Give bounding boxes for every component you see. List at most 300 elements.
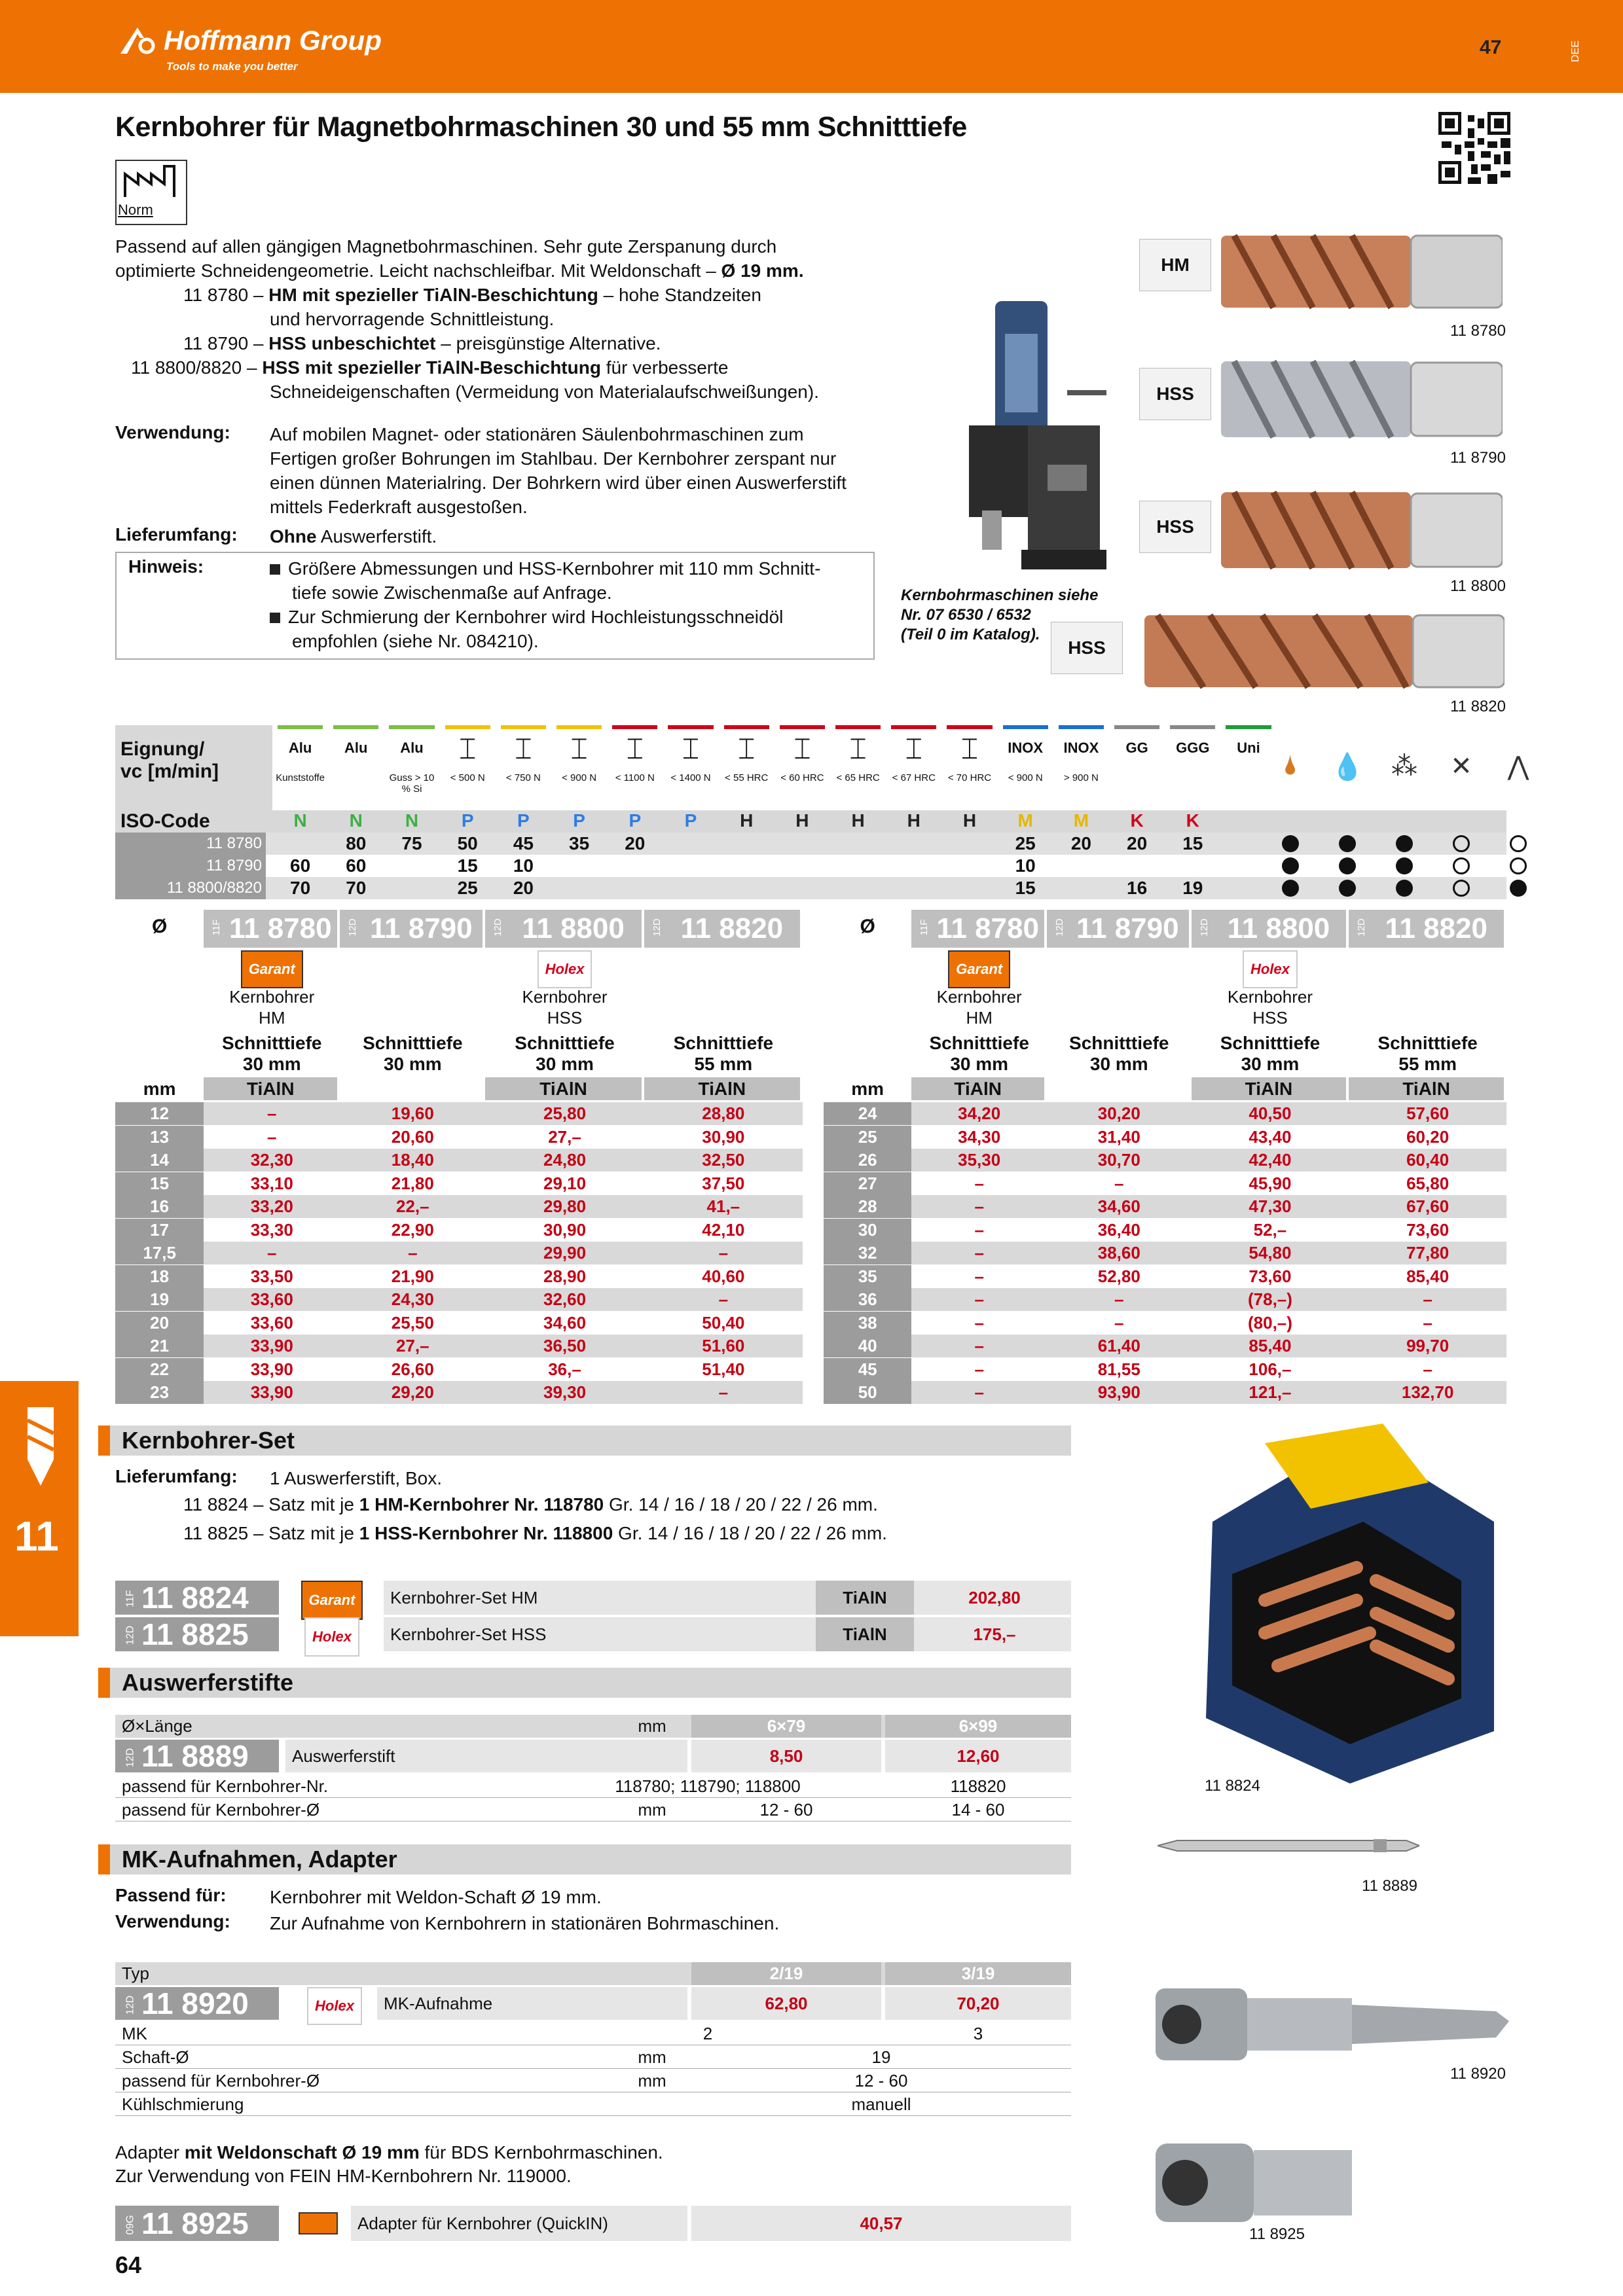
price-value: – — [1114, 1289, 1124, 1309]
intro-line: Passend auf allen gängigen Magnetbohrmaschinen. Sehr gute Zerspanung durch — [115, 236, 777, 257]
cutting-depth: Schnitttiefe — [1377, 1033, 1478, 1053]
description-hss: Kernbohrer — [1227, 987, 1313, 1007]
price-value: 73,60 — [1249, 1266, 1292, 1286]
dry-cut-icon: ✕ — [1450, 752, 1472, 781]
price-value: 33,60 — [250, 1312, 293, 1333]
lieferumfang-rest: Auswerferstift. — [316, 526, 437, 547]
suitable-dot-icon — [1282, 835, 1299, 852]
hinweis-line: tiefe sowie Zwischenmaße auf Anfrage. — [292, 583, 612, 603]
price-value: 24,30 — [391, 1289, 434, 1309]
garant-logo: Garant — [241, 950, 303, 988]
suit-col-sub: < 65 HRC — [836, 772, 880, 783]
iso-code: H — [795, 810, 809, 831]
price-row[interactable] — [824, 1358, 1506, 1381]
suitable-dot-icon — [1339, 835, 1356, 852]
price-value: 99,70 — [1406, 1336, 1450, 1355]
iso-code: H — [740, 810, 754, 831]
suit-col-bar — [724, 725, 769, 729]
unit-mm: mm — [143, 1079, 176, 1099]
diameter-value: 30 — [824, 1219, 911, 1242]
price-row[interactable] — [115, 1195, 803, 1218]
ausw-price-1: 8,50 — [691, 1740, 881, 1772]
diameter-symbol: Ø — [151, 916, 168, 937]
brand-cell — [283, 1617, 381, 1651]
coating: TiAlN — [1192, 1077, 1347, 1100]
adapter-bold: mit Weldonschaft Ø 19 mm — [184, 2142, 420, 2162]
price-value: 60,20 — [1406, 1126, 1450, 1147]
diameter-value: 17,5 — [115, 1242, 204, 1265]
mk-unit: mm — [638, 2071, 666, 2090]
suit-col-sub: < 60 HRC — [780, 772, 824, 783]
holex-logo: Holex — [1243, 950, 1298, 988]
ausw-order-row[interactable] — [115, 1740, 1071, 1772]
mk-typ-label: Typ — [122, 1964, 149, 1983]
suit-col-sub: < 900 N — [1008, 772, 1043, 783]
price-value: 41,– — [706, 1196, 740, 1216]
suitable-dot-icon — [1396, 880, 1413, 897]
diameter-value: 28 — [824, 1195, 911, 1218]
suitability-table — [115, 725, 1529, 898]
adapter-text: für BDS Kernbohrmaschinen. — [419, 2142, 663, 2162]
price-row[interactable] — [115, 1172, 803, 1195]
suit-value: 10 — [513, 855, 534, 876]
ejector-pin-image — [1158, 1833, 1419, 1859]
price-value: 40,50 — [1249, 1103, 1292, 1123]
price-value: 31,40 — [1097, 1126, 1140, 1147]
price-value: 33,90 — [250, 1359, 293, 1379]
price-value: – — [267, 1126, 277, 1147]
price-row[interactable] — [115, 1242, 803, 1265]
holex-logo-cell — [1192, 950, 1349, 983]
tool-label-hss: HSS — [1051, 622, 1123, 674]
coating: TiAlN — [204, 1077, 337, 1100]
brand-name: Hoffmann Group — [164, 25, 382, 56]
variant-code: 11 8780 – — [183, 285, 269, 305]
core-drill-hss-image — [1221, 353, 1503, 445]
diameter-symbol: Ø — [860, 916, 875, 937]
intro-text-part: optimierte Schneidengeometrie. Leicht nachschleifbar. Mit Weldonschaft – — [115, 260, 721, 281]
suit-col-bar — [1170, 725, 1215, 729]
cutting-depth: 30 mm — [1089, 1054, 1148, 1074]
price-row[interactable] — [824, 1265, 1506, 1288]
coating — [1047, 1077, 1189, 1100]
price-row[interactable] — [824, 1288, 1506, 1311]
oil-drop-icon: 🌢 — [1283, 751, 1298, 780]
price-row[interactable] — [824, 1195, 1506, 1218]
suit-row-art: 11 8780 — [115, 833, 266, 855]
price-value: 33,30 — [250, 1219, 293, 1240]
diameter-value: 32 — [824, 1242, 911, 1265]
set-price: 202,80 — [918, 1581, 1071, 1615]
price-value: 18,40 — [391, 1150, 434, 1170]
conditional-ring-icon — [1453, 880, 1470, 897]
suitable-dot-icon — [1339, 880, 1356, 897]
suit-col-bar — [333, 725, 378, 729]
price-value: 34,60 — [1097, 1196, 1140, 1216]
unit-mm: mm — [851, 1079, 884, 1099]
spray-icon: ⁂ — [1391, 752, 1417, 781]
coating: TiAlN — [485, 1077, 641, 1100]
price-row[interactable] — [115, 1288, 803, 1311]
price-table-right — [824, 910, 1506, 1407]
price-value: 21,80 — [391, 1173, 434, 1193]
suitable-dot-icon — [1396, 835, 1413, 852]
diameter-value: 21 — [115, 1335, 204, 1357]
adapter-image-art: 11 8925 — [1249, 2225, 1305, 2243]
price-value: 85,40 — [1249, 1336, 1292, 1355]
iso-code: K — [1186, 810, 1199, 831]
price-value: 67,60 — [1406, 1196, 1450, 1216]
price-row[interactable] — [824, 1312, 1506, 1335]
iso-code: P — [573, 810, 585, 831]
brand-logo — [118, 25, 382, 56]
suit-col-sub: Guss > 10 % Si — [389, 772, 435, 795]
intro-line — [115, 259, 901, 283]
adapter-text: Adapter — [115, 2142, 185, 2162]
price-value: 36,40 — [1097, 1219, 1140, 1240]
price-value: 60,40 — [1406, 1150, 1450, 1170]
hinweis-text — [270, 556, 872, 653]
tool-label-hss: HSS — [1139, 501, 1211, 553]
quickin-adapter-image — [1156, 2137, 1352, 2229]
price-value: – — [974, 1359, 984, 1379]
suit-value: 35 — [569, 833, 590, 853]
cutting-depth: Schnitttiefe — [1220, 1033, 1321, 1053]
machine-note-line: (Teil 0 im Katalog). — [901, 626, 1040, 643]
diameter-value: 24 — [824, 1102, 911, 1125]
suit-value: 25 — [457, 878, 478, 898]
iso-code: P — [684, 810, 697, 831]
price-value: (78,–) — [1247, 1289, 1292, 1309]
suit-col-bar — [1114, 725, 1159, 729]
suit-col-bar — [278, 725, 323, 729]
suit-col-title: GG — [1125, 740, 1148, 756]
core-drill-hm-image — [1221, 229, 1503, 314]
steel-profile-icon: ⌶ — [515, 733, 532, 765]
price-row[interactable] — [115, 1219, 803, 1242]
price-value: – — [974, 1289, 984, 1309]
price-value: 36,50 — [543, 1336, 587, 1355]
article-number: 11 8800 — [522, 912, 625, 944]
set-line-hm — [183, 1492, 878, 1516]
set-line-bold: 1 HM-Kernbohrer Nr. 118780 — [359, 1494, 604, 1515]
set-line-part: Gr. 14 / 16 / 18 / 20 / 22 / 26 mm. — [613, 1523, 887, 1543]
iso-code: H — [907, 810, 921, 831]
ausw-dim-label: Ø×Länge — [122, 1716, 192, 1736]
diameter-value: 22 — [115, 1358, 204, 1381]
price-row[interactable] — [824, 1335, 1506, 1357]
price-value: 29,80 — [543, 1196, 587, 1216]
iso-code: P — [461, 810, 474, 831]
diameter-value: 23 — [115, 1381, 204, 1404]
diameter-value: 36 — [824, 1288, 911, 1311]
suit-col-bar — [947, 725, 992, 729]
hinweis-line: empfohlen (siehe Nr. 084210). — [292, 631, 539, 651]
adapter-price: 40,57 — [691, 2206, 1071, 2241]
norm-label: Norm — [118, 202, 153, 218]
mk-order-row[interactable] — [115, 1987, 1071, 2020]
price-value: 85,40 — [1406, 1266, 1450, 1286]
article-code: 12D — [492, 918, 504, 937]
price-value: 26,60 — [391, 1359, 434, 1379]
mk-holder-image — [1156, 1982, 1509, 2067]
language-code: DEE — [1570, 41, 1581, 62]
price-row[interactable] — [115, 1335, 803, 1357]
order-art-number: 11 8925 — [141, 2206, 249, 2240]
price-value: 33,90 — [250, 1336, 293, 1355]
bullet-icon — [270, 564, 280, 575]
suit-col-sub: < 55 HRC — [725, 772, 769, 783]
cutting-depth: 30 mm — [242, 1054, 301, 1074]
article-number: 11 8820 — [680, 912, 784, 944]
suit-col-bar — [780, 725, 825, 729]
variant-desc: für verbesserte — [600, 357, 729, 378]
price-value: – — [974, 1382, 984, 1402]
adapter-table — [115, 2206, 1071, 2241]
price-value: 19,60 — [391, 1103, 434, 1123]
fein-logo-icon — [299, 2212, 338, 2234]
drill-chapter-icon — [22, 1407, 59, 1486]
lieferumfang-bold: Ohne — [270, 526, 317, 547]
price-value: 45,90 — [1249, 1173, 1292, 1193]
price-value: – — [974, 1196, 984, 1216]
adapter-line-1 — [115, 2140, 663, 2164]
set-coating: TiAlN — [816, 1581, 914, 1615]
price-value: 22,90 — [391, 1219, 434, 1240]
tool-label-hss: HSS — [1139, 368, 1211, 420]
adapter-order-row[interactable] — [115, 2206, 1071, 2241]
set-order-row[interactable] — [115, 1581, 1071, 1615]
price-row[interactable] — [824, 1149, 1506, 1172]
price-value: 51,60 — [702, 1336, 745, 1355]
order-code: 12D — [124, 1995, 136, 2015]
iso-code: H — [851, 810, 865, 831]
garant-logo-cell — [204, 950, 340, 983]
ausw-fit-2: 118820 — [950, 1776, 1006, 1796]
page-title: Kernbohrer für Magnetbohrmaschinen 30 und 55 mm Schnitttiefe — [115, 111, 967, 143]
price-value: 34,20 — [958, 1103, 1001, 1123]
price-value: 81,55 — [1097, 1359, 1140, 1379]
variant-title: HM mit spezieller TiAlN-Beschichtung — [268, 285, 598, 305]
price-row[interactable] — [824, 1126, 1506, 1149]
tool-label-hm: HM — [1139, 239, 1211, 291]
conditional-ring-icon — [1453, 857, 1470, 874]
suit-col-title: INOX — [1008, 740, 1044, 756]
steel-profile-icon: ⌶ — [737, 733, 756, 765]
price-value: (80,–) — [1247, 1312, 1292, 1333]
intro-text — [115, 234, 901, 283]
steel-profile-icon: ⌶ — [849, 733, 867, 765]
price-value: 57,60 — [1406, 1103, 1450, 1123]
mk-schaft-row — [115, 2046, 1071, 2069]
price-value: 39,30 — [543, 1382, 587, 1402]
price-row[interactable] — [115, 1126, 803, 1149]
price-value: 65,80 — [1406, 1173, 1450, 1193]
variant-hm — [115, 283, 901, 307]
diameter-value: 27 — [824, 1172, 911, 1195]
price-row[interactable] — [115, 1358, 803, 1381]
mk-kuehl-label: Kühlschmierung — [122, 2094, 244, 2114]
verwendung-line: mittels Federkraft ausgestoßen. — [270, 497, 528, 517]
diameter-value: 19 — [115, 1288, 204, 1311]
suit-col-bar — [835, 725, 881, 729]
order-code: 12D — [124, 1748, 136, 1768]
chapter-number: 11 — [14, 1513, 59, 1560]
price-value: 42,40 — [1249, 1150, 1292, 1170]
ausw-diam-1: 12 - 60 — [759, 1800, 813, 1820]
price-value: – — [974, 1336, 984, 1355]
description-hss: HSS — [547, 1008, 583, 1028]
description-hss: HSS — [1252, 1008, 1288, 1028]
cutting-depth: Schnitttiefe — [673, 1033, 774, 1053]
price-row[interactable] — [115, 1312, 803, 1335]
pin-image-art: 11 8889 — [1362, 1877, 1417, 1895]
article-code: 11F — [211, 919, 223, 936]
suit-col-sub: > 900 N — [1063, 772, 1099, 783]
diameter-value: 16 — [115, 1195, 204, 1218]
diameter-value: 45 — [824, 1358, 911, 1381]
price-value: 34,60 — [543, 1312, 587, 1333]
price-row[interactable] — [824, 1242, 1506, 1265]
suit-value: 70 — [290, 878, 311, 898]
price-value: – — [1423, 1289, 1432, 1309]
section-mk-aufnahmen: MK-Aufnahmen, Adapter — [98, 1844, 1071, 1874]
suit-title-1: Eignung/ — [120, 738, 205, 760]
hoffmann-logo-icon — [118, 25, 157, 56]
price-value: 25,50 — [391, 1312, 434, 1333]
qr-code-icon[interactable] — [1438, 111, 1510, 185]
mk-unit: mm — [638, 2047, 666, 2067]
price-value: – — [1114, 1312, 1124, 1333]
set-line-part: Gr. 14 / 16 / 18 / 20 / 22 / 26 mm. — [604, 1494, 878, 1515]
cutting-depth: 30 mm — [536, 1054, 594, 1074]
price-value: 29,10 — [543, 1173, 587, 1193]
conditional-ring-icon — [1510, 857, 1527, 874]
suit-value: 60 — [346, 855, 367, 876]
suitable-dot-icon — [1510, 880, 1527, 897]
adapter-name: Adapter für Kernbohrer (QuickIN) — [351, 2206, 687, 2241]
suit-value: 20 — [513, 878, 534, 898]
price-value: 35,30 — [958, 1150, 1001, 1170]
variant-code: 11 8790 – — [183, 333, 269, 353]
mk-mk-row — [115, 2022, 1071, 2045]
mql-icon: ⋀ — [1507, 752, 1529, 781]
machine-note-line: Nr. 07 6530 / 6532 — [901, 606, 1031, 624]
price-value: 25,80 — [543, 1103, 587, 1123]
bullet-icon — [270, 613, 280, 623]
set-coating: TiAlN — [816, 1617, 914, 1651]
set-line-hss — [183, 1521, 887, 1545]
price-row[interactable] — [115, 1381, 803, 1404]
price-value: 33,10 — [250, 1173, 293, 1193]
suit-col-bar — [1003, 725, 1048, 729]
variant-desc: – preisgünstige Alternative. — [435, 333, 661, 353]
suit-col-sub: Kunststoffe — [276, 772, 325, 783]
suit-value: 20 — [625, 833, 646, 853]
price-value: 37,50 — [702, 1173, 745, 1193]
suitability-title — [120, 738, 219, 783]
article-number: 11 8780 — [936, 912, 1039, 944]
price-row[interactable] — [824, 1381, 1506, 1404]
price-value: 43,40 — [1249, 1126, 1292, 1147]
brand-tagline: Tools to make you better — [166, 60, 298, 73]
suit-col-sub: < 750 N — [505, 772, 541, 783]
suit-col-title: Alu — [288, 740, 312, 756]
diameter-value: 14 — [115, 1149, 204, 1172]
cutting-depth: Schnitttiefe — [929, 1033, 1029, 1053]
price-value: – — [974, 1219, 984, 1240]
price-value: – — [408, 1243, 418, 1263]
price-row[interactable] — [824, 1172, 1506, 1195]
price-row[interactable] — [824, 1219, 1506, 1242]
set-order-row[interactable] — [115, 1617, 1071, 1651]
price-table-left — [115, 910, 803, 1407]
description-hm: HM — [966, 1008, 993, 1028]
set-name: Kernbohrer-Set HSS — [384, 1617, 921, 1651]
hinweis-item — [270, 556, 872, 581]
conditional-ring-icon — [1453, 835, 1470, 852]
price-row[interactable] — [115, 1149, 803, 1172]
diameter-value: 50 — [824, 1381, 911, 1404]
order-code: 11F — [124, 1590, 136, 1607]
variant-hss — [115, 331, 901, 355]
coating: TiAlN — [1349, 1077, 1504, 1100]
price-row[interactable] — [115, 1265, 803, 1288]
set-lf-label: Lieferumfang: — [115, 1466, 238, 1486]
suit-col-bar — [668, 725, 713, 729]
price-row[interactable] — [115, 1102, 803, 1125]
cutting-depth: Schnitttiefe — [222, 1033, 322, 1053]
hinweis-label: Hinweis: — [128, 556, 204, 577]
ausw-fit-label: passend für Kernbohrer-Nr. — [122, 1776, 329, 1796]
tool-art-number: 11 8790 — [1450, 449, 1506, 467]
article-code: 12D — [1053, 918, 1065, 937]
cutting-depth: 55 mm — [1398, 1054, 1457, 1074]
suit-col-bar — [1226, 725, 1271, 729]
suit-col-sub: < 70 HRC — [947, 772, 992, 783]
mk-kuehl-row — [115, 2093, 1071, 2116]
order-art-number: 11 8920 — [141, 1986, 249, 2020]
price-value: 33,20 — [250, 1196, 293, 1216]
article-code: 12D — [651, 918, 663, 937]
price-value: – — [718, 1289, 729, 1309]
price-value: 93,90 — [1097, 1382, 1140, 1402]
garant-logo: Garant — [948, 950, 1010, 988]
suit-value: 16 — [1127, 878, 1148, 898]
price-value: 54,80 — [1249, 1243, 1292, 1263]
ausw-name: Auswerferstift — [285, 1740, 687, 1772]
suit-col-title: Alu — [344, 740, 368, 756]
diameter-value: 25 — [824, 1126, 911, 1149]
price-value: 40,60 — [702, 1266, 745, 1286]
ausw-col1: 6×79 — [691, 1715, 881, 1738]
suit-value: 15 — [457, 855, 478, 876]
cutting-depth: Schnitttiefe — [363, 1033, 463, 1053]
diameter-value: 17 — [115, 1219, 204, 1242]
suit-value: 80 — [346, 833, 367, 853]
price-value: 121,– — [1249, 1382, 1292, 1402]
diameter-value: 20 — [115, 1312, 204, 1335]
price-value: – — [1114, 1173, 1124, 1193]
garant-logo: Garant — [301, 1581, 363, 1620]
suit-col-bar — [445, 725, 490, 729]
ausw-fit-row — [115, 1775, 1071, 1798]
description-hss: Kernbohrer — [522, 987, 608, 1007]
price-row[interactable] — [824, 1102, 1506, 1125]
variant-title: HSS unbeschichtet — [268, 333, 436, 353]
variant-code: 11 8800/8820 – — [131, 357, 263, 378]
suit-col-sub: < 1100 N — [615, 772, 655, 783]
